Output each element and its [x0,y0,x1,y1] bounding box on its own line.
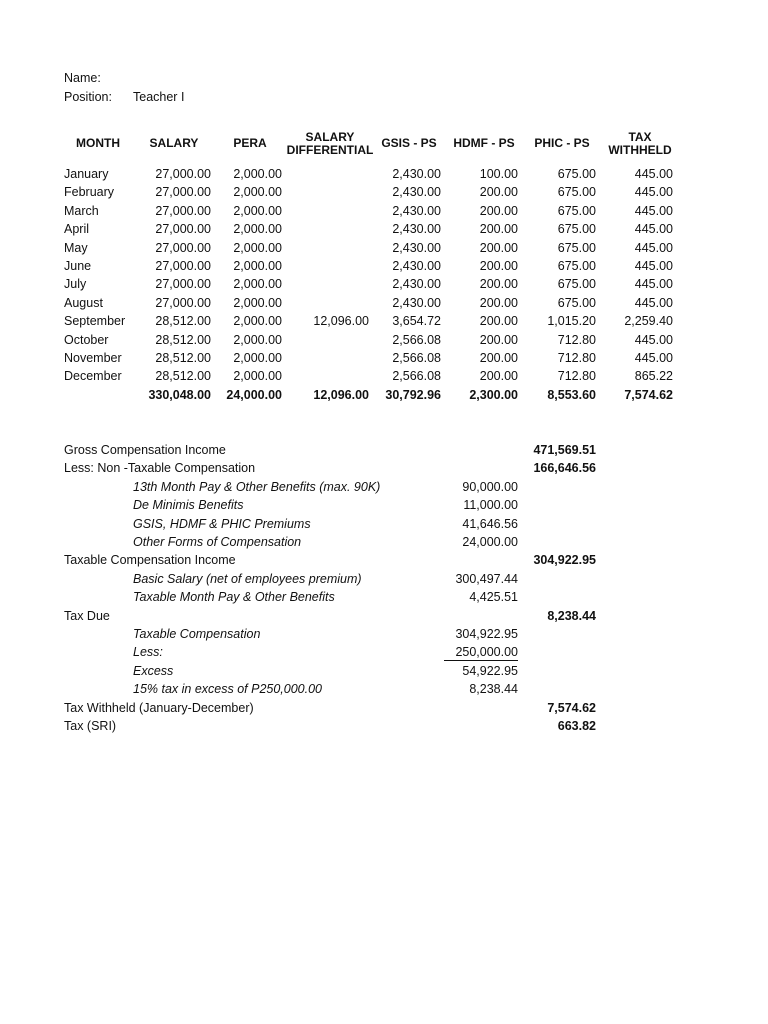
summary-subvalue: 304,922.95 [455,627,518,641]
gsis-ps-cell: 2,430.00 [392,222,441,237]
phic-ps-cell: 712.80 [557,351,596,365]
salary-cell: 27,000.00 [155,167,211,181]
month-cell: September [64,314,126,329]
total-pera: 24,000.00 [226,387,282,402]
hdmf-ps-cell: 200.00 [479,240,518,255]
salary-cell: 27,000.00 [155,240,211,255]
summary-sublabel: Other Forms of Compensation [133,535,302,549]
month-cell: July [64,277,87,292]
hdmf-ps-cell: 200.00 [479,314,518,329]
month-cell: April [64,222,90,237]
hdmf-ps-cell: 200.00 [479,351,518,365]
header-salary-differential-line2: DIFFERENTIAL [286,143,374,157]
tax-withheld-cell: 445.00 [634,351,673,365]
salary-cell: 27,000.00 [155,185,211,200]
phic-ps-cell: 675.00 [557,185,596,200]
phic-ps-cell: 675.00 [557,295,596,310]
month-cell: March [64,203,99,218]
pera-cell: 2,000.00 [233,240,282,255]
summary-label: Tax (SRI) [64,719,117,733]
salary-cell: 27,000.00 [155,222,211,237]
tax-withheld-cell: 865.22 [634,369,673,384]
tax-withheld-cell: 445.00 [634,295,673,310]
position-value: Teacher I [133,90,185,104]
summary-sublabel: 13th Month Pay & Other Benefits (max. 90K) [133,479,381,494]
salary-cell: 27,000.00 [155,277,211,292]
salary-cell: 28,512.00 [155,369,211,384]
pera-cell: 2,000.00 [233,203,282,218]
phic-ps-cell: 712.80 [557,369,596,384]
total-phic-ps: 8,553.60 [547,387,596,402]
pera-cell: 2,000.00 [233,259,282,273]
tax-withheld-cell: 445.00 [634,277,673,292]
phic-ps-cell: 675.00 [557,203,596,218]
gsis-ps-cell: 2,566.08 [392,369,441,384]
summary-sublabel: Basic Salary (net of employees premium) [133,571,362,586]
total-salary: 330,048.00 [148,387,211,402]
hdmf-ps-cell: 100.00 [479,167,518,181]
summary-label: Taxable Compensation Income [64,553,236,568]
name-label: Name: [64,71,101,85]
summary-sublabel: Taxable Month Pay & Other Benefits [133,590,335,605]
phic-ps-cell: 675.00 [557,167,596,181]
header-pera: PERA [233,136,267,150]
summary-sublabel: Taxable Compensation [133,627,261,641]
summary-sublabel: GSIS, HDMF & PHIC Premiums [133,516,311,531]
tax-withheld-cell: 445.00 [634,167,673,181]
summary-label: Tax Due [64,608,110,623]
tax-withheld-cell: 2,259.40 [624,314,673,329]
header-month: MONTH [76,136,120,150]
header-salary-differential-line1: SALARY [305,130,355,144]
month-cell: December [64,369,122,384]
month-cell: May [64,240,88,255]
phic-ps-cell: 675.00 [557,240,596,255]
month-cell: November [64,351,122,365]
pera-cell: 2,000.00 [233,277,282,292]
phic-ps-cell: 675.00 [557,222,596,237]
position-label: Position: [64,90,112,104]
summary-label: Less: Non -Taxable Compensation [64,461,256,476]
summary-total: 166,646.56 [533,461,596,476]
hdmf-ps-cell: 200.00 [479,222,518,237]
summary-subvalue: 300,497.44 [455,571,518,586]
summary-subvalue: 4,425.51 [469,590,518,605]
summary-total: 8,238.44 [547,608,596,623]
hdmf-ps-cell: 200.00 [479,277,518,292]
salary-cell: 27,000.00 [155,203,211,218]
header-phic-ps: PHIC - PS [534,136,590,150]
gsis-ps-cell: 2,430.00 [392,167,441,181]
month-cell: August [64,295,103,310]
phic-ps-cell: 675.00 [557,277,596,292]
summary-label: Gross Compensation Income [64,443,226,457]
salary-cell: 27,000.00 [155,259,211,273]
pera-cell: 2,000.00 [233,332,282,347]
summary-label: Tax Withheld (January-December) [64,700,254,715]
gsis-ps-cell: 2,430.00 [392,295,441,310]
summary-sublabel: Less: [133,645,163,660]
summary-sublabel: 15% tax in excess of P250,000.00 [133,682,323,697]
salary-cell: 28,512.00 [155,314,211,329]
salary-cell: 27,000.00 [155,295,211,310]
summary-total: 471,569.51 [533,443,596,457]
tax-withheld-cell: 445.00 [634,240,673,255]
phic-ps-cell: 1,015.20 [547,314,596,329]
gsis-ps-cell: 2,430.00 [392,185,441,200]
tax-withheld-cell: 445.00 [634,259,673,273]
header-tax-withheld-line2: WITHHELD [608,143,672,157]
pera-cell: 2,000.00 [233,314,282,329]
tax-withheld-cell: 445.00 [634,203,673,218]
header-hdmf-ps: HDMF - PS [453,136,515,150]
hdmf-ps-cell: 200.00 [479,185,518,200]
summary-subvalue: 24,000.00 [462,535,518,549]
gsis-ps-cell: 2,430.00 [392,259,441,273]
pera-cell: 2,000.00 [233,185,282,200]
total-gsis-ps: 30,792.96 [385,387,441,402]
tax-withheld-cell: 445.00 [634,332,673,347]
hdmf-ps-cell: 200.00 [479,369,518,384]
header-salary: SALARY [149,136,199,150]
salary-cell: 28,512.00 [155,351,211,365]
month-cell: February [64,185,115,200]
month-cell: January [64,167,109,181]
tax-withheld-cell: 445.00 [634,222,673,237]
gsis-ps-cell: 3,654.72 [392,314,441,329]
total-hdmf-ps: 2,300.00 [469,387,518,402]
summary-subvalue: 250,000.00 [444,644,518,661]
pera-cell: 2,000.00 [233,369,282,384]
total-salary-differential: 12,096.00 [313,387,369,402]
summary-total: 304,922.95 [533,553,596,568]
phic-ps-cell: 712.80 [557,332,596,347]
summary-sublabel: De Minimis Benefits [133,498,244,513]
gsis-ps-cell: 2,430.00 [392,277,441,292]
summary-sublabel: Excess [133,663,174,678]
gsis-ps-cell: 2,430.00 [392,240,441,255]
tax-withheld-cell: 445.00 [634,185,673,200]
month-cell: October [64,332,109,347]
header-tax-withheld-line1: TAX [628,130,652,144]
pera-cell: 2,000.00 [233,351,282,365]
phic-ps-cell: 675.00 [557,259,596,273]
salary-cell: 28,512.00 [155,332,211,347]
gsis-ps-cell: 2,430.00 [392,203,441,218]
pera-cell: 2,000.00 [233,295,282,310]
summary-subvalue: 41,646.56 [462,516,518,531]
pera-cell: 2,000.00 [233,167,282,181]
total-tax-withheld: 7,574.62 [624,387,673,402]
hdmf-ps-cell: 200.00 [479,259,518,273]
summary-subvalue: 54,922.95 [462,663,518,678]
month-cell: June [64,259,92,273]
header-gsis-ps: GSIS - PS [381,136,437,150]
gsis-ps-cell: 2,566.08 [392,332,441,347]
salary-differential-cell: 12,096.00 [313,314,369,329]
hdmf-ps-cell: 200.00 [479,203,518,218]
summary-subvalue: 11,000.00 [463,498,518,513]
pera-cell: 2,000.00 [233,222,282,237]
summary-subvalue: 90,000.00 [462,479,518,494]
summary-subvalue: 8,238.44 [469,682,518,697]
hdmf-ps-cell: 200.00 [479,332,518,347]
hdmf-ps-cell: 200.00 [479,295,518,310]
gsis-ps-cell: 2,566.08 [392,351,441,365]
summary-total: 663.82 [557,719,596,733]
summary-total: 7,574.62 [547,700,596,715]
